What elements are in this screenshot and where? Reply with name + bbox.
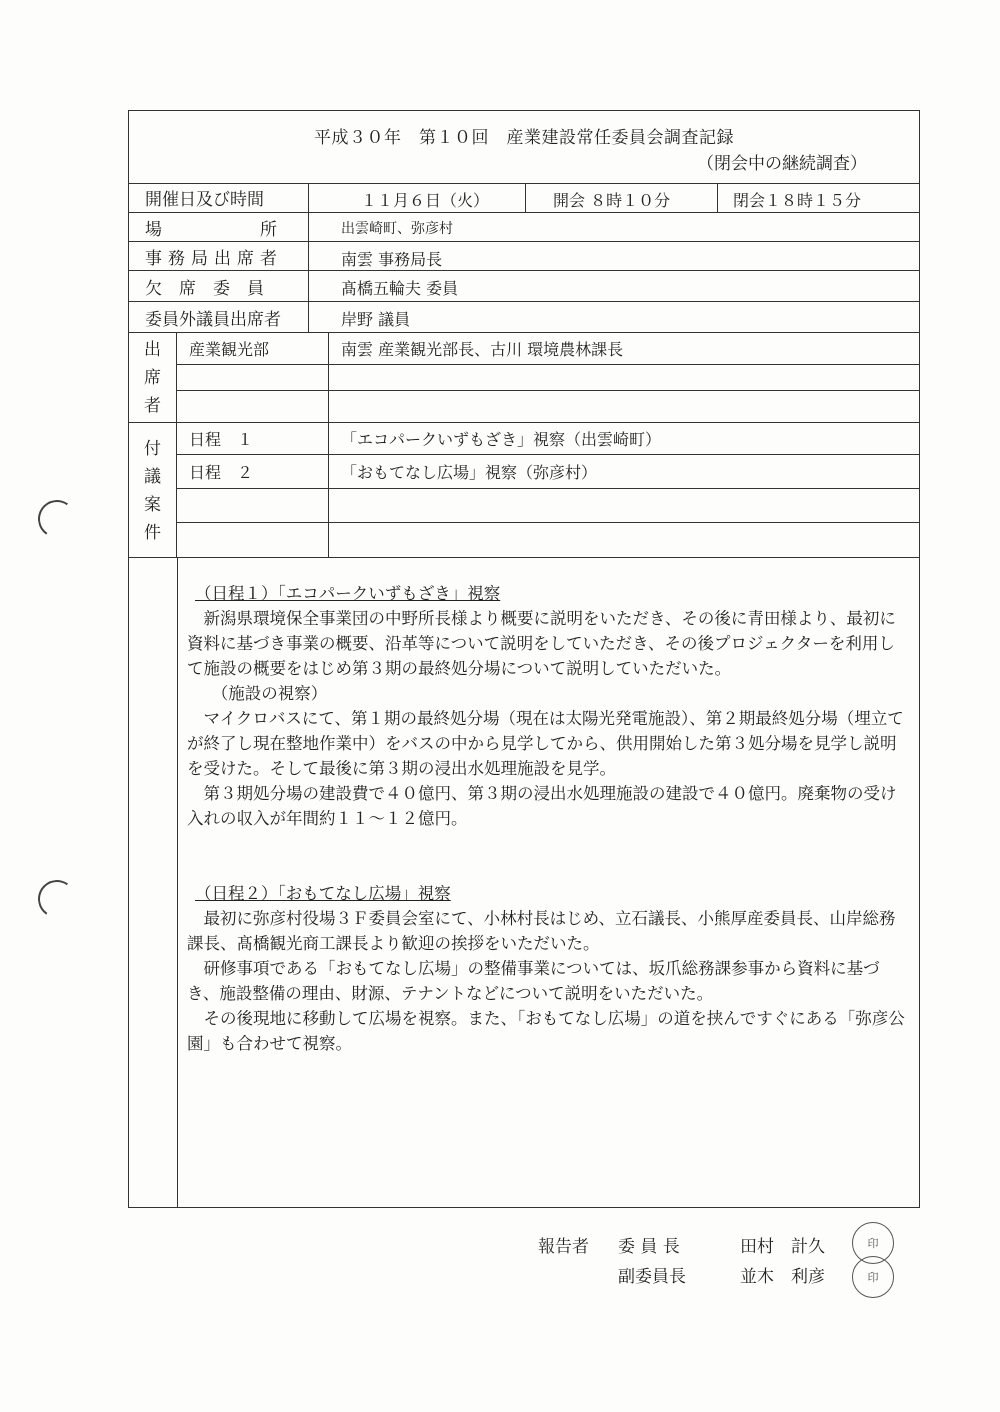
- datetime-label: 開催日及び時間: [129, 183, 309, 212]
- attendee-row: [177, 391, 919, 423]
- outside-label: 委員外議員出席者: [129, 302, 309, 332]
- attendee-row: [177, 365, 919, 391]
- punch-hole: [35, 497, 79, 541]
- section1-heading: （日程１）「エコパークいずもざき」視察: [195, 584, 501, 603]
- agenda-item-label: 日程 １: [177, 423, 329, 454]
- body-left-margin-line: [177, 558, 178, 1207]
- absent-label: 欠 席 委 員: [129, 271, 309, 301]
- absent-row: [129, 271, 919, 302]
- agenda-group-label: 付 議 案 件: [129, 423, 177, 558]
- page-subtitle: （閉会中の継続調査）: [697, 154, 867, 174]
- agenda-row: [177, 523, 919, 558]
- open-time: 開会 ８時１０分: [553, 191, 671, 210]
- section2-paragraph: 研修事項である「おもてなし広場」の整備事業については、坂爪総務課参事から資料に基づき、施設整備の理由、財源、テナントなどについて説明をいただいた。: [187, 959, 880, 1003]
- section2-paragraph: 最初に弥彦村役場３Ｆ委員会室にて、小林村長はじめ、立石議長、小熊厚産委員長、山岸総務課長、髙橋観光商工課長より歓迎の挨拶をいただいた。: [187, 909, 896, 953]
- chair-seal-icon: 印: [852, 1222, 894, 1264]
- attendees-group-label: 出 席 者: [129, 333, 177, 423]
- meeting-date: １１月６日（火）: [361, 191, 490, 210]
- outside-row: [129, 302, 919, 333]
- punch-hole: [35, 877, 79, 921]
- vice-chair-name: 並木 利彦: [740, 1267, 825, 1287]
- datetime-row: [129, 183, 919, 213]
- section1-paragraph: 第３期処分場の建設費で４０億円、第３期の浸出水処理施設の建設で４０億円。廃棄物の受け入れの収入が年間約１１～１２億円。: [187, 784, 897, 828]
- outside-value: 岸野 議員: [341, 310, 411, 329]
- report-body: [187, 581, 907, 1056]
- section1-paragraph: マイクロバスにて、第１期の最終処分場（現在は太陽光発電施設）、第２期最終処分場（埋立てが終了し現在整地作業中）をバスの中から見学してから、供用開始した第３処分場を見学し説明を受けた。そして最後に第３期の浸出水処理施設を見学。: [187, 709, 904, 778]
- page-title: 平成３０年 第１０回 産業建設常任委員会調査記録: [314, 128, 734, 148]
- section2-heading: （日程２）「おもてなし広場」視察: [195, 884, 451, 903]
- section1-subheading: （施設の視察）: [211, 684, 328, 703]
- vice-chair-title: 副委員長: [618, 1267, 686, 1287]
- chair-name: 田村 計久: [740, 1237, 825, 1257]
- chair-title: 委 員 長: [618, 1237, 680, 1257]
- place-row: [129, 213, 919, 242]
- attendee-dept: 産業観光部: [177, 333, 329, 364]
- place-value: 出雲崎町、弥彦村: [341, 221, 453, 237]
- reporter-label: 報告者: [538, 1237, 589, 1257]
- agenda-row: [177, 489, 919, 523]
- secretariat-label: 事務局出席者: [129, 242, 309, 270]
- title-block: [129, 111, 919, 184]
- agenda-block: [129, 423, 919, 558]
- close-time: 閉会１８時１５分: [733, 191, 862, 210]
- record-form: [128, 110, 920, 1208]
- agenda-row: [177, 455, 919, 489]
- section1-paragraph: 新潟県環境保全事業団の中野所長様より概要に説明をいただき、その後に青田様より、最初に資料に基づき事業の概要、沿革等について説明をしていただき、その後プロジェクターを利用して施設の概要をはじめ第３期の最終処分場について説明していただいた。: [187, 609, 896, 678]
- attendee-row: [177, 333, 919, 365]
- section2-paragraph: その後現地に移動して広場を視察。また、「おもてなし広場」の道を挟んですぐにある「弥彦公園」も合わせて視察。: [187, 1009, 905, 1053]
- secretariat-value: 南雲 事務局長: [341, 250, 443, 269]
- agenda-row: [177, 423, 919, 455]
- attendees-block: [129, 333, 919, 423]
- agenda-item-value: 「おもてなし広場」視察（弥彦村）: [341, 463, 598, 482]
- agenda-item-value: 「エコパークいずもざき」視察（出雲崎町）: [341, 430, 662, 449]
- agenda-item-label: 日程 ２: [177, 455, 329, 488]
- absent-value: 髙橋五輪夫 委員: [341, 279, 459, 298]
- vice-chair-seal-icon: 印: [852, 1256, 894, 1298]
- secretariat-row: [129, 242, 919, 271]
- attendee-names: 南雲 産業観光部長、古川 環境農林課長: [341, 340, 624, 359]
- place-label: 場 所: [129, 213, 309, 241]
